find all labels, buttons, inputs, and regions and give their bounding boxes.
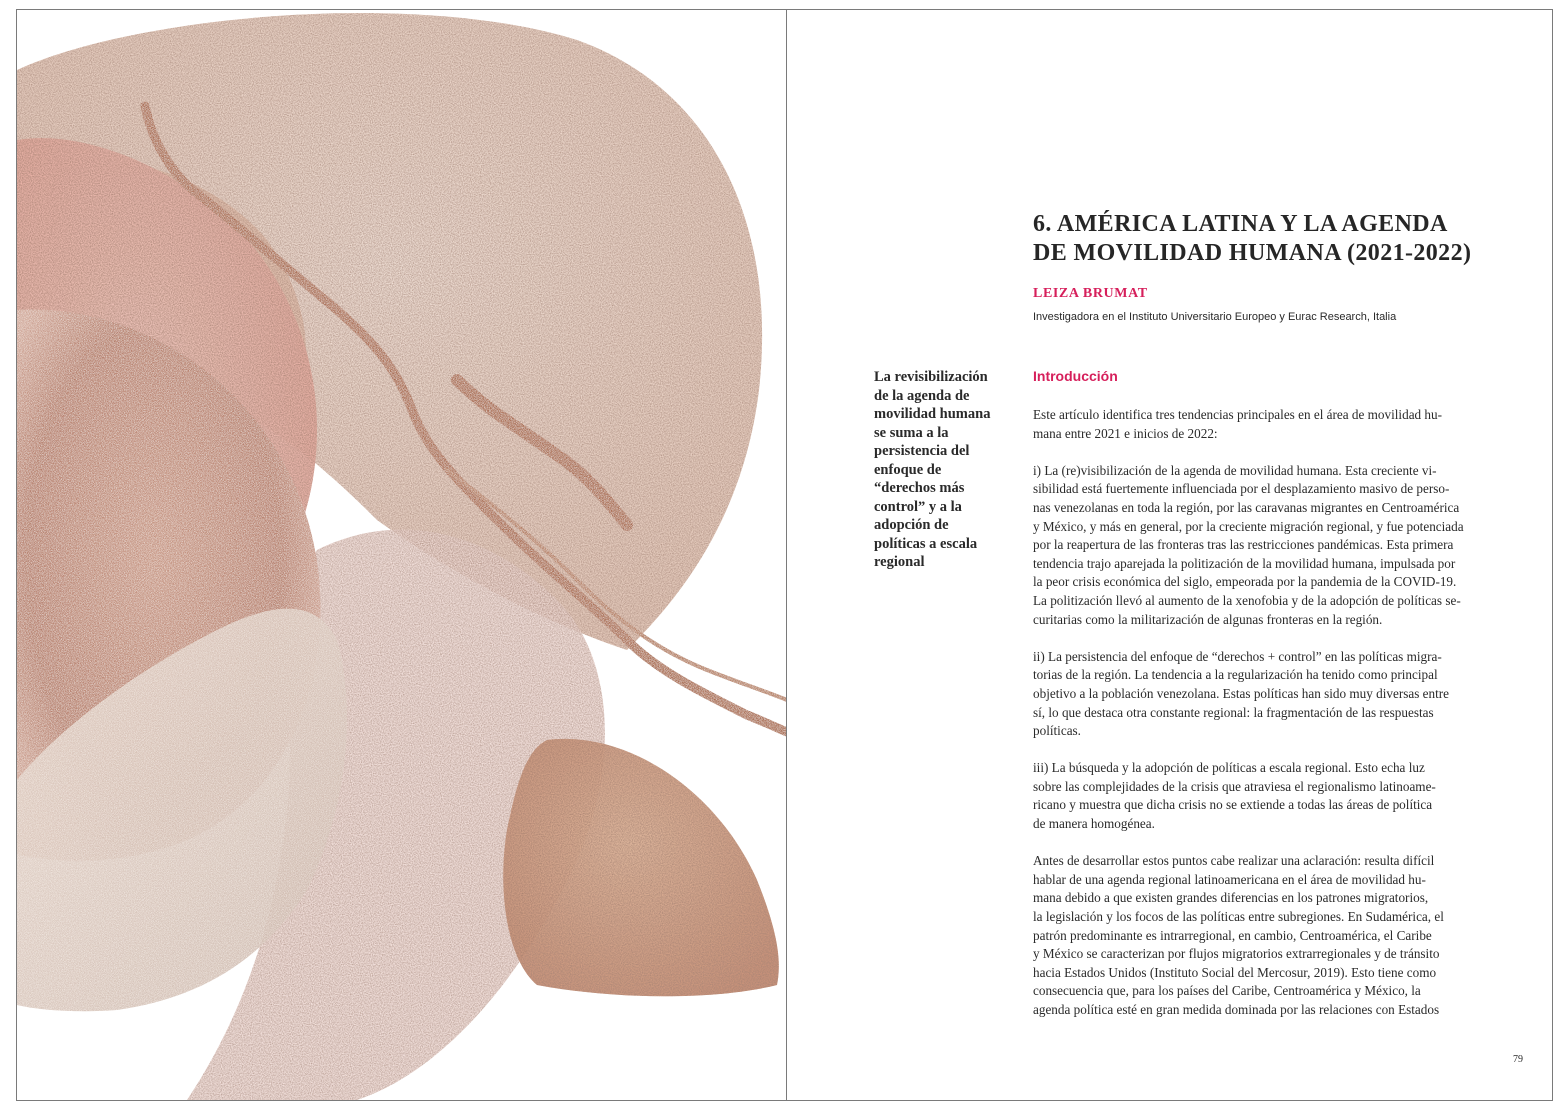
text-line: La politización llevó al aumento de la xenofobia y de la adopción de políticas se-	[1033, 592, 1461, 608]
pull-quote-line: persistencia del	[874, 443, 970, 459]
text-line: mana entre 2021 e inicios de 2022:	[1033, 425, 1218, 441]
text-line: curitarias como la militarización de algunas fronteras en la región.	[1033, 611, 1383, 627]
chapter-title-line: DE MOVILIDAD HUMANA (2021-2022)	[1033, 240, 1472, 266]
pull-quote-line: La revisibilización	[874, 369, 988, 385]
author-name: LEIZA BRUMAT	[1033, 286, 1148, 301]
text-line: mana debido a que existen grandes diferencias en los patrones migratorios,	[1033, 890, 1429, 906]
paragraph	[1033, 852, 1483, 1019]
text-line: sibilidad está fuertemente influenciada por el desplazamiento masivo de perso-	[1033, 481, 1450, 497]
text-line: ii) La persistencia del enfoque de “derechos + control” en las políticas migra-	[1033, 648, 1442, 664]
paragraph	[1033, 462, 1483, 629]
text-line: y México se caracterizan por flujos migratorios extrarregionales y de tránsito	[1033, 946, 1440, 962]
section-heading: Introducción	[1033, 368, 1118, 384]
pull-quote-line: de la agenda de	[874, 387, 970, 404]
watercolor-illustration	[17, 10, 787, 1100]
text-line: sí, lo que destaca otra constante regional: la fragmentación de las respuestas	[1033, 704, 1434, 720]
text-line: ricano y muestra que dicha crisis no se extiende a todas las áreas de política	[1033, 797, 1433, 813]
paragraph	[1033, 759, 1483, 833]
chapter-title	[1033, 210, 1513, 268]
author-affiliation: Investigadora en el Instituto Universitario Europeo y Eurac Research, Italia	[1033, 311, 1397, 323]
left-page	[16, 9, 787, 1101]
tan-half-moon-shape	[503, 739, 779, 996]
text-line: por la reapertura de las fronteras tras las restricciones pandémicas. Esta primera	[1033, 537, 1454, 553]
text-line: consecuencia que, para los países del Caribe, Centroamérica y México, la	[1033, 983, 1421, 999]
text-line: objetivo a la población venezolana. Estas políticas han sido muy diversas entre	[1033, 685, 1450, 701]
text-line: nas venezolanas en toda la región, por las caravanas migrantes en Centroamérica	[1033, 499, 1460, 515]
pull-quote-line: se suma a la	[874, 424, 949, 441]
text-line: tendencia trajo aparejada la politización de la movilidad humana, impulsada por	[1033, 555, 1456, 571]
text-line: y México, y más en general, por la creciente migración regional, y fue potenciada	[1033, 518, 1464, 534]
text-line: torias de la región. La tendencia a la regularización ha tenido como principal	[1033, 667, 1438, 683]
text-line: de manera homogénea.	[1033, 816, 1155, 832]
text-line: la peor crisis económica del siglo, empeorada por la pandemia de la COVID-19.	[1033, 574, 1457, 590]
pull-quote-line: “derechos más	[874, 480, 965, 496]
text-line: i) La (re)visibilización de la agenda de movilidad humana. Esta creciente vi-	[1033, 462, 1437, 478]
text-line: sobre las complejidades de la crisis que atraviesa el regionalismo latinoame-	[1033, 778, 1436, 794]
pull-quote	[874, 368, 1014, 572]
chapter-title-line: 6. AMÉRICA LATINA Y LA AGENDA	[1033, 211, 1448, 237]
text-line: patrón predominante es intrarregional, en cambio, Centroamérica, el Caribe	[1033, 927, 1432, 943]
paragraph	[1033, 406, 1483, 443]
pull-quote-line: enfoque de	[874, 461, 942, 478]
body-text	[1033, 406, 1483, 1038]
pull-quote-line: políticas a escala	[874, 535, 978, 552]
right-page	[786, 9, 1553, 1101]
pull-quote-line: movilidad humana	[874, 406, 991, 422]
paragraph	[1033, 648, 1483, 741]
pull-quote-line: control” y a la	[874, 498, 962, 515]
pull-quote-line: regional	[874, 554, 925, 570]
text-line: hacia Estados Unidos (Instituto Social del Mercosur, 2019). Esto tiene como	[1033, 964, 1437, 980]
text-line: agenda política esté en gran medida dominada por las relaciones con Estados	[1033, 1002, 1440, 1017]
text-line: iii) La búsqueda y la adopción de políticas a escala regional. Esto echa luz	[1033, 760, 1425, 776]
pull-quote-line: adopción de	[874, 517, 949, 533]
text-line: hablar de una agenda regional latinoamericana en el área de movilidad hu-	[1033, 871, 1426, 887]
text-line: Este artículo identifica tres tendencias principales en el área de movilidad hu-	[1033, 407, 1443, 422]
text-line: políticas.	[1033, 723, 1081, 739]
page-number: 79	[1513, 1054, 1523, 1065]
text-line: la legislación y los focos de las políticas entre subregiones. En Sudamérica, el	[1033, 909, 1444, 925]
text-line: Antes de desarrollar estos puntos cabe realizar una aclaración: resulta difícil	[1033, 853, 1435, 869]
